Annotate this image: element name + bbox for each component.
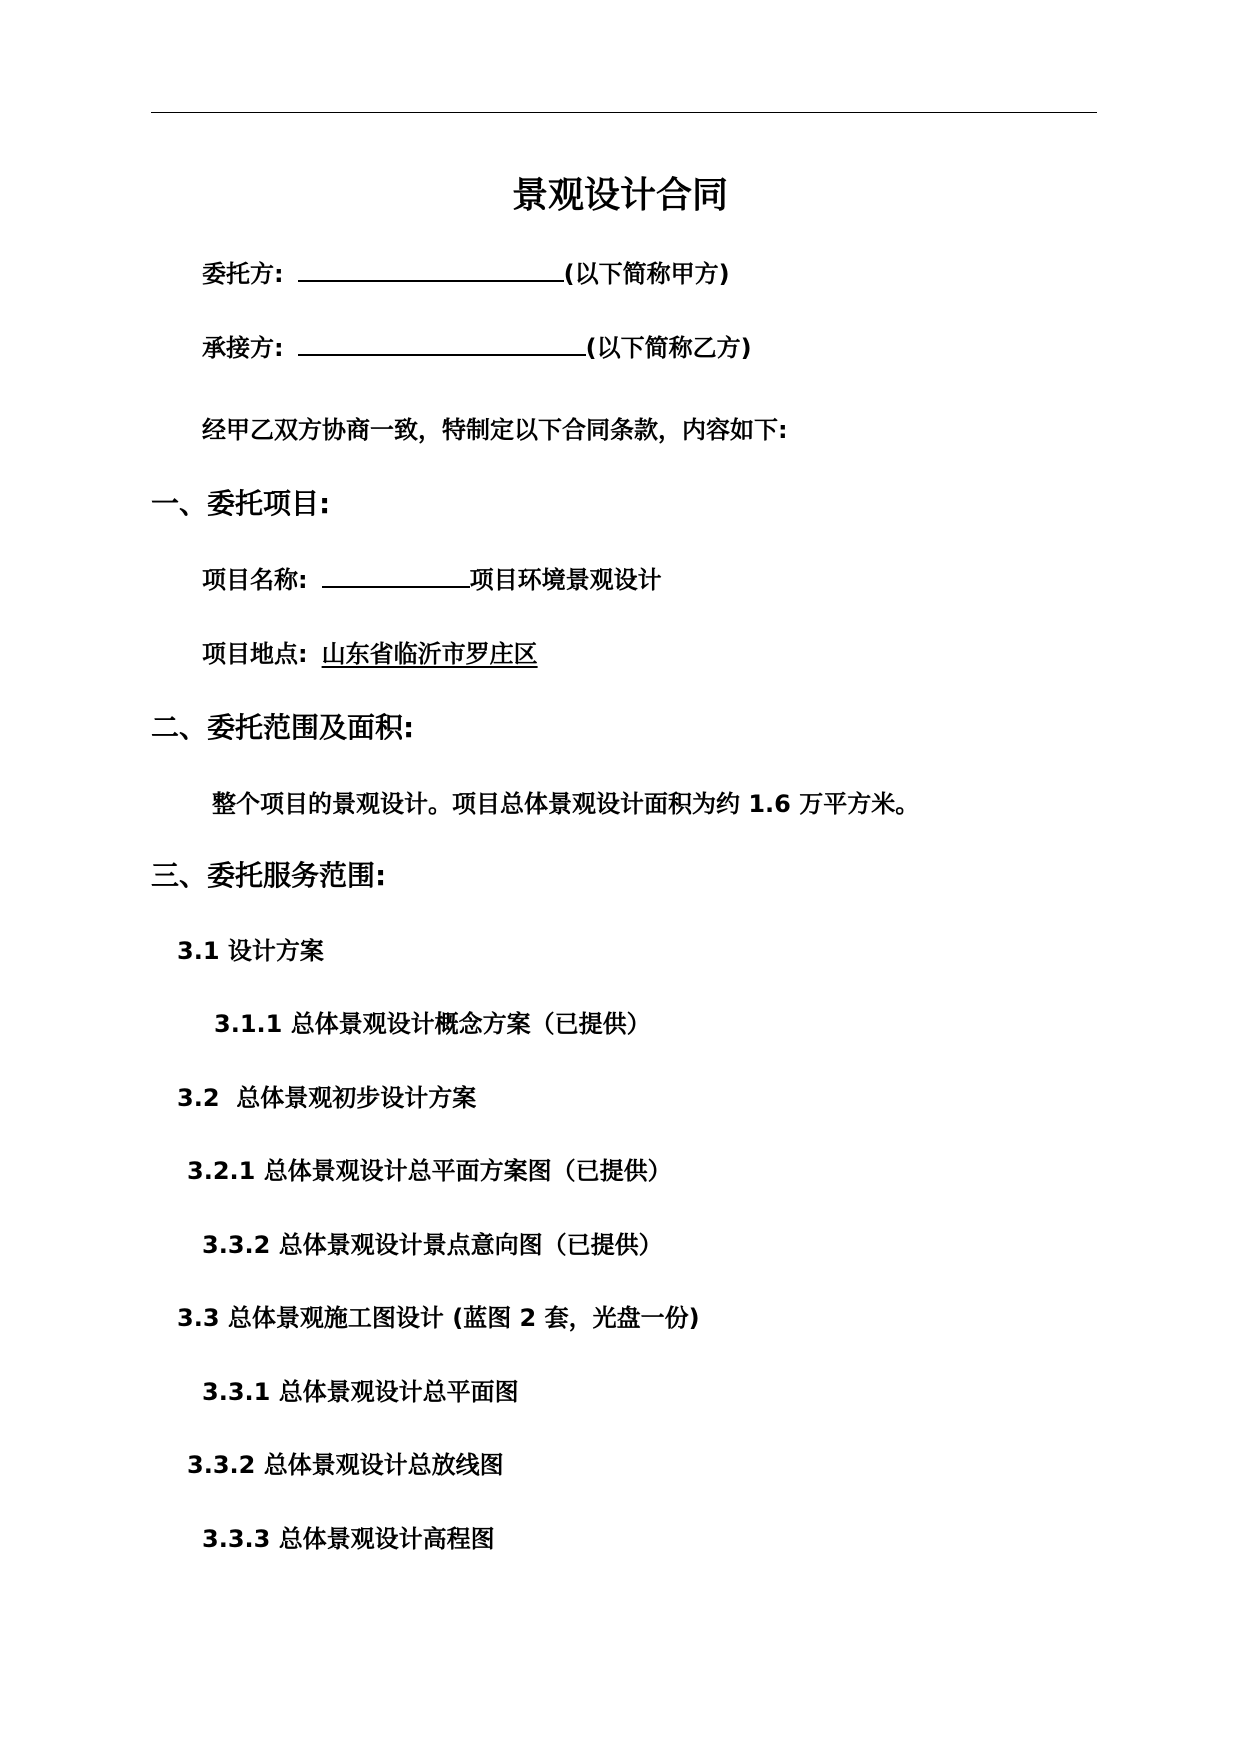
project-name-line bbox=[202, 564, 662, 596]
contractor-label: 承接方: bbox=[202, 334, 284, 362]
client-name-blank[interactable] bbox=[298, 258, 564, 282]
service-item: 3.3 总体景观施工图设计 (蓝图 2 套，光盘一份) bbox=[177, 1304, 700, 1332]
service-item: 3.1.1 总体景观设计概念方案（已提供） bbox=[214, 1010, 651, 1038]
project-name-label: 项目名称: bbox=[202, 566, 308, 594]
service-item: 3.1 设计方案 bbox=[177, 937, 324, 965]
project-name-suffix: 项目环境景观设计 bbox=[469, 566, 662, 594]
service-item: 3.2.1 总体景观设计总平面方案图（已提供） bbox=[187, 1157, 672, 1185]
header-rule bbox=[151, 112, 1097, 113]
intro-paragraph: 经甲乙双方协商一致，特制定以下合同条款，内容如下: bbox=[202, 416, 788, 444]
client-label: 委托方: bbox=[202, 260, 284, 288]
service-item: 3.3.2 总体景观设计总放线图 bbox=[187, 1451, 504, 1479]
client-line bbox=[202, 258, 730, 290]
service-item: 3.3.1 总体景观设计总平面图 bbox=[202, 1378, 519, 1406]
document-title: 景观设计合同 bbox=[511, 175, 728, 216]
contractor-suffix: (以下简称乙方) bbox=[585, 334, 752, 362]
project-location-value: 山东省临沂市罗庄区 bbox=[321, 640, 538, 668]
client-suffix: (以下简称甲方) bbox=[563, 260, 730, 288]
section-3-heading: 三、委托服务范围: bbox=[151, 859, 387, 892]
section-2-body: 整个项目的景观设计。项目总体景观设计面积为约 1.6 万平方米。 bbox=[212, 790, 920, 818]
project-location-label: 项目地点: bbox=[202, 640, 308, 668]
contractor-line bbox=[202, 332, 752, 364]
service-item: 3.3.2 总体景观设计景点意向图（已提供） bbox=[202, 1231, 663, 1259]
project-location-line bbox=[202, 638, 546, 670]
contractor-name-blank[interactable] bbox=[298, 332, 586, 356]
project-name-blank[interactable] bbox=[322, 564, 470, 588]
service-item: 3.3.3 总体景观设计高程图 bbox=[202, 1525, 495, 1553]
section-1-heading: 一、委托项目: bbox=[151, 487, 331, 520]
section-2-heading: 二、委托范围及面积: bbox=[151, 711, 415, 744]
service-item: 3.2 总体景观初步设计方案 bbox=[177, 1084, 477, 1112]
